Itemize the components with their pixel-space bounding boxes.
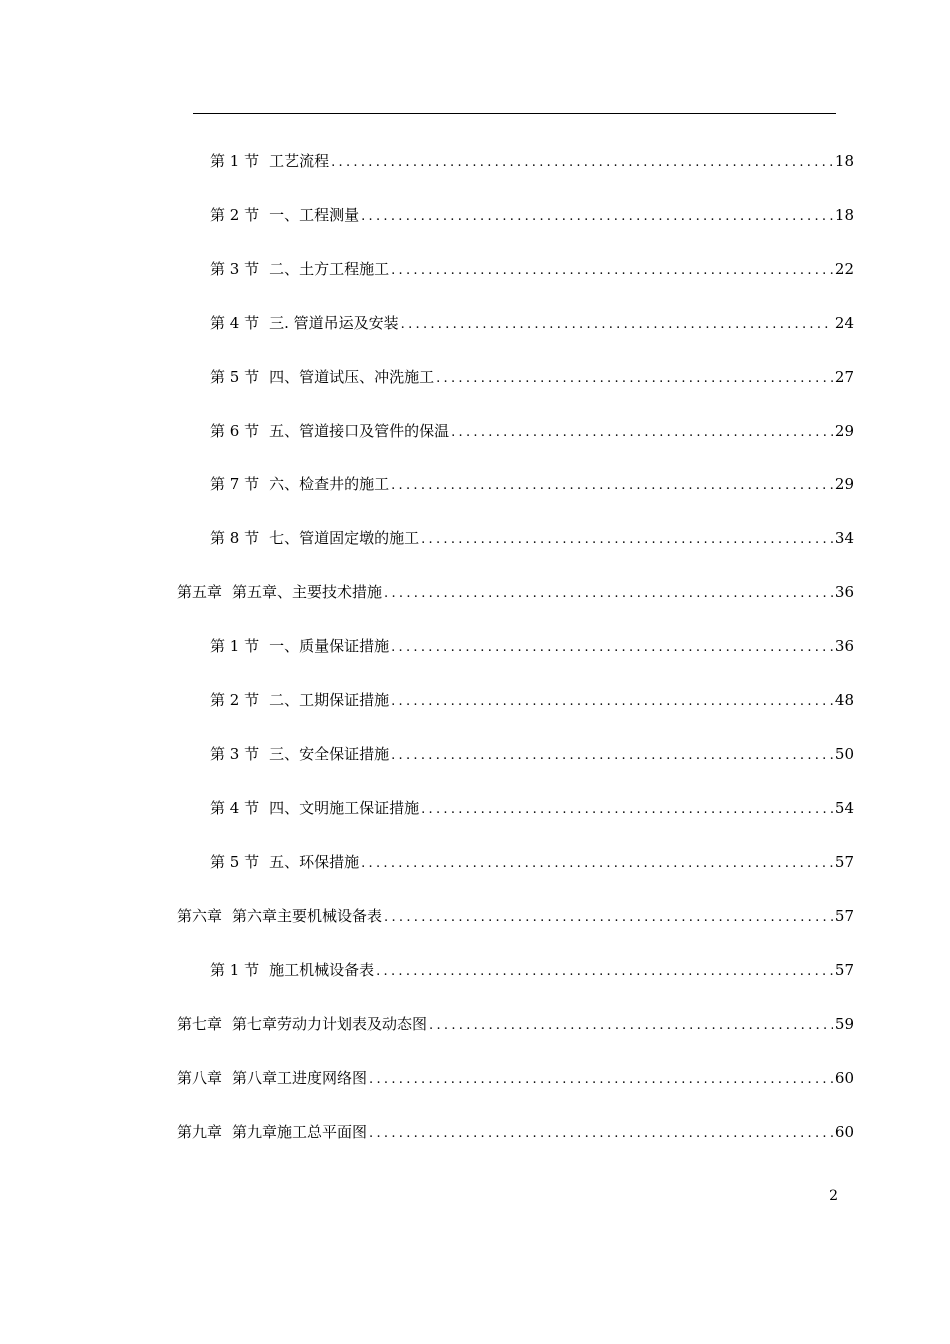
toc-entry-title: 第五章、主要技术措施	[232, 583, 383, 601]
toc-entry-number: 第 1 节	[210, 637, 260, 655]
toc-entry-number: 第 1 节	[210, 152, 260, 170]
toc-entry-title: 七、管道固定墩的施工	[269, 529, 420, 547]
toc-dot-leader	[429, 1014, 833, 1038]
toc-entry-title: 一、质量保证措施	[269, 637, 390, 655]
toc-entry-page: 18	[834, 206, 854, 224]
toc-entry-title: 三. 管道吊运及安装	[269, 314, 399, 332]
toc-entry-title: 四、管道试压、冲洗施工	[269, 368, 435, 386]
toc-dot-leader	[361, 205, 833, 229]
toc-dot-leader	[391, 744, 833, 768]
toc-entry-number: 第 6 节	[210, 422, 260, 440]
toc-entry-title: 工艺流程	[269, 152, 330, 170]
toc-dot-leader	[401, 313, 833, 337]
toc-chapter-entry[interactable]	[177, 1066, 854, 1090]
toc-entry[interactable]	[210, 419, 854, 443]
page-number: 2	[829, 1188, 838, 1204]
toc-chapter-entry[interactable]	[177, 580, 854, 604]
toc-entry[interactable]	[210, 688, 854, 712]
toc-entry[interactable]	[210, 742, 854, 766]
toc-entry-number: 第 3 节	[210, 745, 260, 763]
toc-entry[interactable]	[210, 850, 854, 874]
toc-entry[interactable]	[210, 634, 854, 658]
toc-entry-number: 第 2 节	[210, 206, 260, 224]
toc-entry-page: 54	[834, 799, 854, 817]
toc-chapter-entry[interactable]	[177, 904, 854, 928]
toc-dot-leader	[451, 421, 833, 445]
toc-entry-title: 施工机械设备表	[269, 961, 375, 979]
toc-entry-number: 第七章	[177, 1015, 223, 1033]
toc-entry-number: 第 5 节	[210, 853, 260, 871]
toc-entry[interactable]	[210, 311, 854, 335]
toc-entry-page: 27	[834, 368, 854, 386]
toc-entry-number: 第 4 节	[210, 314, 260, 332]
toc-entry-number: 第 1 节	[210, 961, 260, 979]
toc-entry[interactable]	[210, 472, 854, 496]
header-rule	[193, 113, 836, 114]
toc-entry-title: 四、文明施工保证措施	[269, 799, 420, 817]
toc-dot-leader	[391, 259, 833, 283]
toc-entry-title: 三、安全保证措施	[269, 745, 390, 763]
toc-entry-page: 22	[834, 260, 854, 278]
toc-entry-page: 57	[834, 907, 854, 925]
toc-entry-number: 第六章	[177, 907, 223, 925]
toc-chapter-entry[interactable]	[177, 1012, 854, 1036]
toc-dot-leader	[421, 798, 833, 822]
toc-dot-leader	[384, 582, 833, 606]
toc-entry-title: 第六章主要机械设备表	[232, 907, 383, 925]
toc-entry-title: 二、土方工程施工	[269, 260, 390, 278]
toc-entry-title: 五、管道接口及管件的保温	[269, 422, 450, 440]
toc-entry-number: 第五章	[177, 583, 223, 601]
toc-entry[interactable]	[210, 149, 854, 173]
toc-entry-number: 第九章	[177, 1123, 223, 1141]
toc-chapter-entry[interactable]	[177, 1120, 854, 1144]
toc-dot-leader	[361, 852, 833, 876]
toc-entry-title: 二、工期保证措施	[269, 691, 390, 709]
toc-entry-number: 第八章	[177, 1069, 223, 1087]
toc-entry-page: 24	[834, 314, 854, 332]
toc-dot-leader	[384, 906, 833, 930]
toc-entry-title: 第八章工进度网络图	[232, 1069, 368, 1087]
toc-entry-page: 60	[834, 1123, 854, 1141]
toc-entry-page: 60	[834, 1069, 854, 1087]
toc-entry-page: 57	[834, 961, 854, 979]
toc-entry-page: 34	[834, 529, 854, 547]
toc-entry-page: 18	[834, 152, 854, 170]
toc-entry-page: 29	[834, 475, 854, 493]
toc-entry-page: 50	[834, 745, 854, 763]
toc-entry[interactable]	[210, 796, 854, 820]
toc-entry-title: 六、检查井的施工	[269, 475, 390, 493]
toc-entry-number: 第 8 节	[210, 529, 260, 547]
toc-entry-number: 第 4 节	[210, 799, 260, 817]
toc-entry[interactable]	[210, 526, 854, 550]
toc-dot-leader	[391, 474, 833, 498]
toc-dot-leader	[421, 528, 833, 552]
toc-entry[interactable]	[210, 958, 854, 982]
toc-dot-leader	[391, 690, 833, 714]
toc-entry-page: 48	[834, 691, 854, 709]
toc-entry-page: 29	[834, 422, 854, 440]
toc-entry-page: 59	[834, 1015, 854, 1033]
toc-dot-leader	[391, 636, 833, 660]
toc-dot-leader	[436, 367, 833, 391]
toc-entry-page: 36	[834, 583, 854, 601]
toc-dot-leader	[369, 1068, 833, 1092]
toc-entry-number: 第 2 节	[210, 691, 260, 709]
toc-entry-number: 第 7 节	[210, 475, 260, 493]
toc-entry-page: 36	[834, 637, 854, 655]
toc-entry-title: 一、工程测量	[269, 206, 360, 224]
toc-entry-number: 第 3 节	[210, 260, 260, 278]
toc-dot-leader	[376, 960, 833, 984]
toc-entry-page: 57	[834, 853, 854, 871]
toc-entry-title: 第九章施工总平面图	[232, 1123, 368, 1141]
toc-entry-number: 第 5 节	[210, 368, 260, 386]
toc-entry[interactable]	[210, 257, 854, 281]
toc-dot-leader	[331, 151, 833, 175]
toc-entry-title: 第七章劳动力计划表及动态图	[232, 1015, 428, 1033]
toc-entry[interactable]	[210, 365, 854, 389]
toc-dot-leader	[369, 1122, 833, 1146]
toc-entry[interactable]	[210, 203, 854, 227]
toc-entry-title: 五、环保措施	[269, 853, 360, 871]
